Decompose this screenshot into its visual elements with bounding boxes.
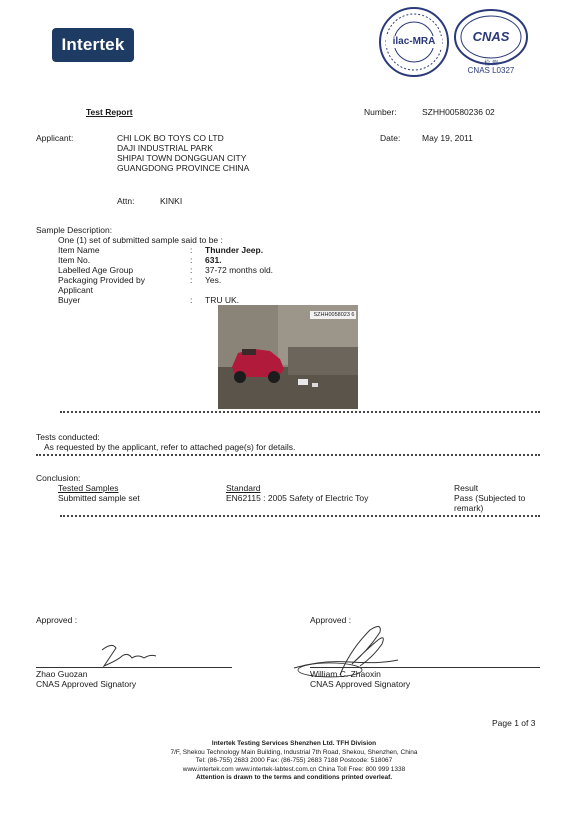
footer-line: 7/F, Shekou Technology Main Building, Industrial 7th Road, Shekou, Shenzhen, China [170, 748, 418, 756]
standard-value: EN62115 : 2005 Safety of Electric Toy [226, 493, 369, 503]
separator [36, 454, 540, 456]
colon: : [190, 245, 193, 255]
cnas-text: CNAS [472, 29, 510, 44]
applicant-line: GUANGDONG PROVINCE CHINA [117, 163, 250, 173]
applicant-label: Applicant: [36, 133, 74, 143]
attn-label: Attn: [117, 196, 135, 206]
sample-row-value: 631. [205, 255, 222, 265]
approver-left-title: CNAS Approved Signatory [36, 679, 137, 689]
ilac-mra-seal [378, 6, 450, 78]
page-number: Page 1 of 3 [492, 718, 536, 728]
applicant-line: CHI LOK BO TOYS CO LTD [117, 133, 224, 143]
standard-header: Standard [226, 483, 261, 493]
date-label: Date: [380, 133, 401, 143]
signature-line-right [310, 667, 540, 668]
approver-right-title: CNAS Approved Signatory [310, 679, 411, 689]
result-value-cont: remark) [454, 503, 484, 513]
result-value: Pass (Subjected to [454, 493, 526, 503]
applicant-line: DAJI INDUSTRIAL PARK [117, 143, 213, 153]
photo-label: SZHH0058023 6 [313, 312, 355, 318]
sample-row-value: TRU UK. [205, 295, 239, 305]
sample-row-value: 37-72 months old. [205, 265, 274, 275]
tested-samples-value: Submitted sample set [58, 493, 140, 503]
sample-row-label: Labelled Age Group [58, 265, 134, 275]
conclusion-heading: Conclusion: [36, 473, 81, 483]
signature-line-left [36, 667, 232, 668]
footer-line: www.intertek.com www.intertek-labtest.com.cn China Toll Free: 800 999 1338 [182, 765, 406, 773]
colon: : [190, 275, 193, 285]
cnas-cn-text: 检 测 [484, 61, 498, 67]
tests-heading: Tests conducted: [36, 432, 100, 442]
sample-row-label: Buyer [58, 295, 81, 305]
approver-right-name: William C. Zhaoxin [310, 669, 381, 679]
result-header: Result [454, 483, 479, 493]
sample-heading: Sample Description: [36, 225, 113, 235]
cnas-seal [452, 8, 530, 80]
footer-block [114, 740, 474, 783]
separator [60, 515, 540, 517]
attn-value: KINKI [160, 196, 183, 206]
tested-samples-header: Tested Samples [58, 483, 119, 493]
colon: : [190, 255, 193, 265]
approved-label-left: Approved : [36, 615, 78, 625]
signature-left [98, 640, 158, 670]
footer-line: Intertek Testing Services Shenzhen Ltd. TFH Division [211, 740, 377, 747]
applicant-line: SHIPAI TOWN DONGGUAN CITY [117, 153, 247, 163]
approved-label-right: Approved : [310, 615, 352, 625]
tests-text: As requested by the applicant, refer to attached page(s) for details. [44, 442, 296, 452]
colon: : [190, 295, 193, 305]
sample-row-label: Item Name [58, 245, 100, 255]
sample-intro: One (1) set of submitted sample said to be : [58, 235, 223, 245]
intertek-logo: Intertek [52, 28, 134, 62]
ilac-mra-text: ilac-MRA [392, 36, 436, 47]
sample-photo [218, 305, 358, 409]
sample-row-label: Packaging Provided by [58, 275, 145, 285]
sample-row-label: Item No. [58, 255, 91, 265]
separator [60, 411, 540, 413]
sample-row-value: Thunder Jeep. [205, 245, 264, 255]
number-label: Number: [364, 107, 397, 117]
date-value: May 19, 2011 [422, 133, 473, 143]
approver-left-name: Zhao Guozan [36, 669, 88, 679]
cnas-number: CNAS L0327 [467, 66, 515, 75]
sample-row-value: Yes. [205, 275, 222, 285]
report-title: Test Report [86, 107, 133, 117]
footer-line: Tel: (86-755) 2683 2000 Fax: (86-755) 2683 7188 Postcode: 518067 [195, 757, 393, 764]
footer-line: Attention is drawn to the terms and conditions printed overleaf. [195, 774, 393, 781]
sample-row-label: Applicant [58, 285, 93, 295]
colon: : [190, 265, 193, 275]
number-value: SZHH00580236 02 [422, 107, 495, 117]
